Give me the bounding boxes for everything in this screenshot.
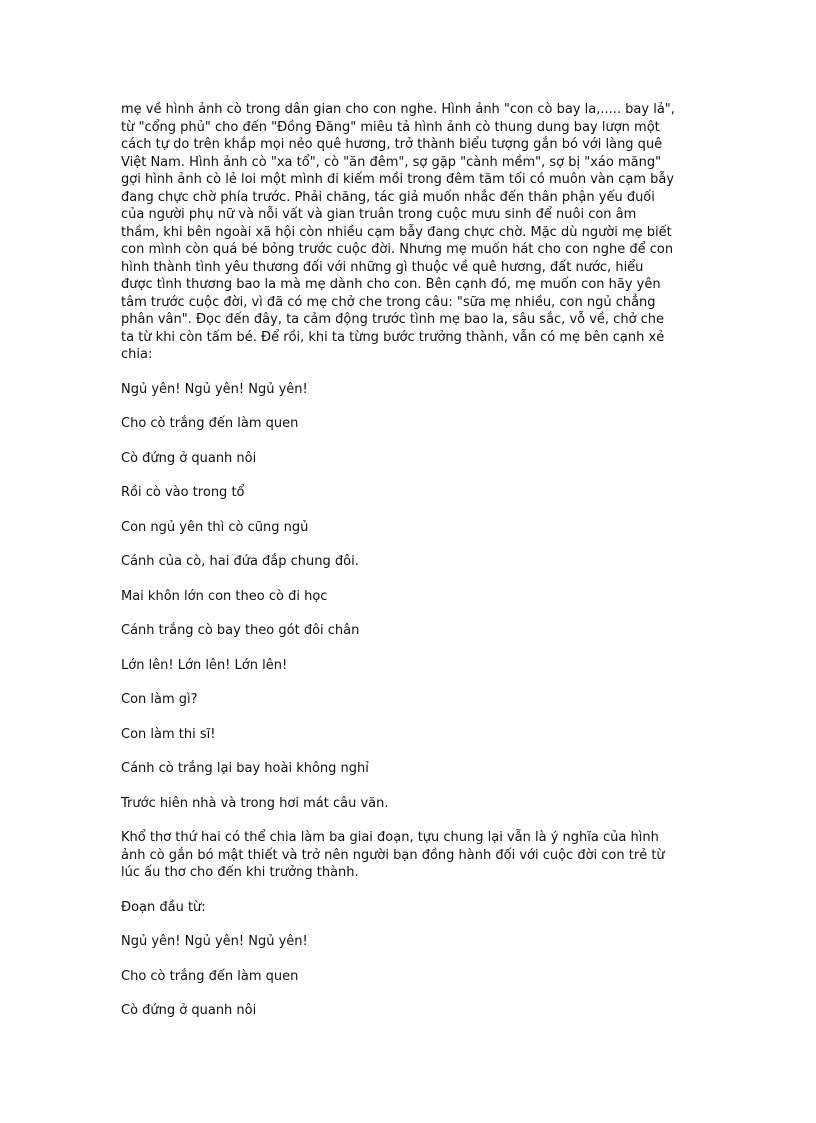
text-line: đang chực chờ phía trước. Phải chăng, tác giả muốn nhắc đến thân phận yếu đuối (121, 189, 655, 205)
verse-line: Ngủ yên! Ngủ yên! Ngủ yên! (121, 381, 308, 397)
text-line: hình thành tình yêu thương đối với những gì thuộc về quê hương, đất nước, hiểu (121, 259, 644, 275)
verse-line: Ngủ yên! Ngủ yên! Ngủ yên! (121, 934, 308, 949)
text-line: ảnh cò gắn bó mật thiết và trở nên người bạn đồng hành đối với cuộc đời con trẻ từ (121, 847, 665, 863)
text-line: phân vân". Đọc đến đây, ta cảm động trước tình mẹ bao la, sâu sắc, vỗ về, chở che (121, 312, 665, 327)
text-line: chia: (121, 347, 153, 362)
verse-line: Cánh trắng cò bay theo gót đôi chân (121, 623, 360, 638)
section-label: Đoạn đầu từ: (121, 899, 206, 915)
page-content (121, 101, 696, 1037)
verse-line: Cò đứng ở quanh nôi (121, 1003, 257, 1018)
analysis-paragraph (121, 829, 696, 882)
text-line: Khổ thơ thứ hai có thể chia làm ba giai đoạn, tựu chung lại vẫn là ý nghĩa của hình (121, 830, 659, 845)
verse-line: Lớn lên! Lớn lên! Lớn lên! (121, 657, 288, 673)
text-line: gợi hình ảnh cò lẻ loi một mình đi kiếm mồi trong đêm tăm tối có muôn vàn cạm bẫy (121, 172, 675, 187)
text-line: của người phụ nữ và nỗi vất và gian truân trong cuộc mưu sinh để nuôi con âm (121, 207, 637, 222)
verse-line: Con ngủ yên thì cò cũng ngủ (121, 519, 309, 535)
verse-line: Cánh cò trắng lại bay hoài không nghỉ (121, 761, 369, 776)
text-line: con mình còn quá bé bỏng trước cuộc đời. Nhưng mẹ muốn hát cho con nghe để con (121, 242, 674, 257)
verse-line: Cho cò trắng đến làm quen (121, 416, 299, 431)
text-line: mẹ về hình ảnh cò trong dân gian cho con nghe. Hình ảnh "con cò bay la,..... bay lả", (121, 102, 675, 117)
verse-line: Cánh của cò, hai đứa đắp chung đôi. (121, 554, 359, 569)
verse-line: Mai khôn lớn con theo cò đi học (121, 588, 328, 604)
text-line: cách tự do trên khắp mọi nẻo quê hương, trở thành biểu tượng gắn bó với làng quê (121, 137, 663, 152)
text-line: lúc ấu thơ cho đến khi trưởng thành. (121, 865, 359, 880)
text-line: từ "cổng phủ" cho đến "Đồng Đăng" miêu tả hình ảnh cò thung dung bay lượn một (121, 119, 660, 135)
verse-line: Con làm gì? (121, 692, 198, 707)
verse-line: Rồi cò vào trong tổ (121, 485, 245, 500)
intro-paragraph (121, 101, 696, 364)
verse-line: Cò đứng ở quanh nôi (121, 450, 257, 466)
text-line: ta từ khi còn tấm bé. Để rồi, khi ta từng bước trưởng thành, vẫn có mẹ bên cạnh xẻ (121, 329, 665, 345)
text-line: thầm, khi bên ngoài xã hội còn nhiều cạm bẫy đang chực chờ. Mặc dù người mẹ biết (121, 224, 672, 240)
verse-line: Trước hiên nhà và trong hơi mát câu văn. (121, 795, 389, 811)
text-line: Việt Nam. Hình ảnh cò "xa tổ", cò "ăn đêm", sợ gặp "cành mềm", sợ bị "xáo măng" (121, 154, 662, 170)
text-line: được tình thương bao la mà mẹ dành cho con. Bên cạnh đó, mẹ muốn con hãy yên (121, 277, 661, 292)
verse-line: Cho cò trắng đến làm quen (121, 968, 299, 984)
verse-line: Con làm thi sĩ! (121, 726, 216, 742)
text-line: tâm trước cuộc đời, vì đã có mẹ chở che trong câu: "sữa mẹ nhiều, con ngủ chẳng (121, 294, 656, 310)
